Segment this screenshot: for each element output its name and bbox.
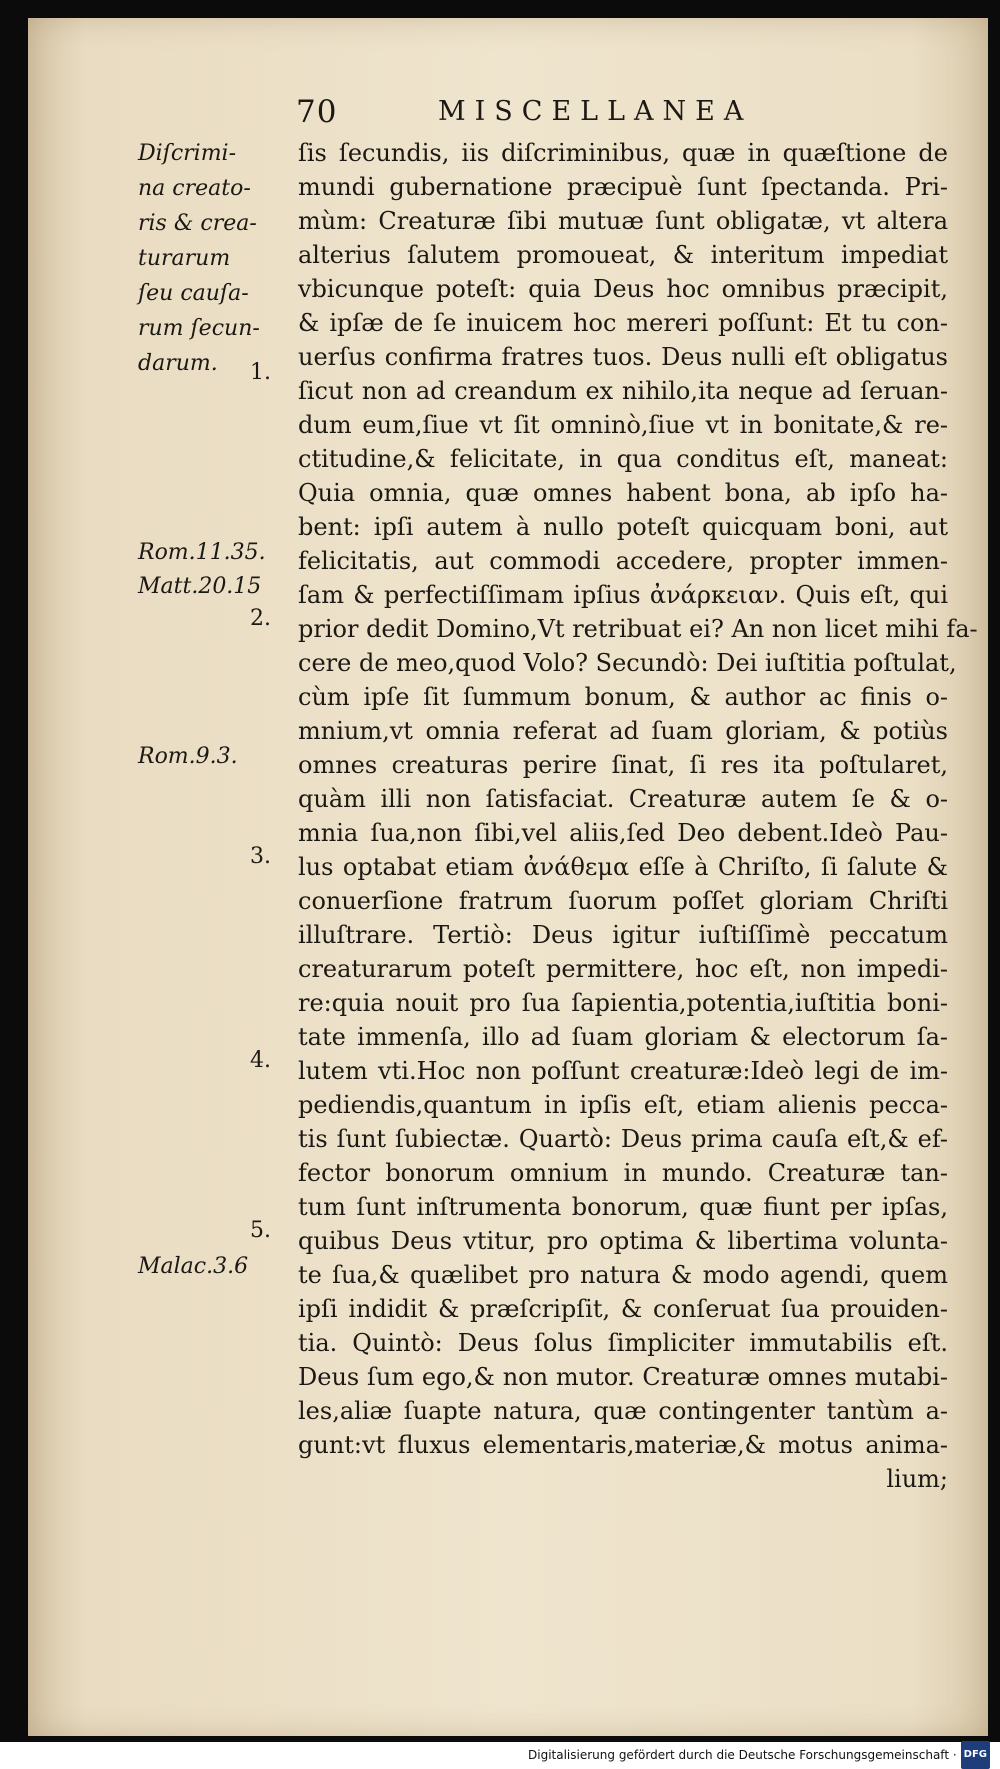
text-line: uerſus confirma fratres tuos. Deus nulli eſt obligatus — [298, 343, 948, 371]
text-line: vbicunque poteſt: quia Deus hoc omnibus præcipit, — [298, 275, 948, 303]
margin-number: 3. — [250, 844, 271, 869]
margin-reference: Matt.20.15 — [138, 574, 262, 599]
text-line: tate immenſa, illo ad ſuam gloriam & electorum ſa- — [298, 1023, 948, 1051]
margin-note-line: na creato- — [138, 176, 251, 201]
text-line: tia. Quintò: Deus ſolus ſimpliciter immutabilis eſt. — [298, 1329, 948, 1357]
text-line: te ſua,& quælibet pro natura & modo agendi, quem — [298, 1261, 948, 1289]
margin-note — [138, 136, 298, 381]
margin-reference: Rom.9.3. — [138, 744, 238, 769]
text-line: bent: ipſi autem à nullo poteſt quicquam boni, aut — [298, 513, 948, 541]
text-line: cere de meo,quod Volo? Secundò: Dei iuſtitia poſtulat, — [298, 649, 957, 677]
text-line: ctitudine,& felicitate, in qua conditus eſt, maneat: — [298, 445, 948, 473]
text-line: mùm: Creaturæ ſibi mutuæ ſunt obligatæ, vt altera — [298, 207, 948, 235]
margin-note-line: ſeu cauſa- — [138, 281, 249, 306]
text-line: gunt:vt fluxus elementaris,materiæ,& motus anima- — [298, 1431, 948, 1459]
text-line: fector bonorum omnium in mundo. Creaturæ tan- — [298, 1159, 948, 1187]
text-line: Quia omnia, quæ omnes habent bona, ab ipſo ha- — [298, 479, 948, 507]
text-line: tum ſunt inſtrumenta bonorum, quæ fiunt per ipſas, — [298, 1193, 948, 1221]
text-line: lutem vti.Hoc non poſſunt creaturæ:Ideò legi de im- — [298, 1057, 948, 1085]
margin-number: 1. — [250, 360, 271, 385]
text-line: conuerſione fratrum ſuorum poſſet gloriam Chriſti — [298, 887, 948, 915]
margin-note-line: darum. — [138, 351, 218, 376]
text-line: illuſtrare. Tertiò: Deus igitur iuſtiſſimè peccatum — [298, 921, 948, 949]
book-page — [28, 18, 988, 1736]
margin-number: 5. — [250, 1218, 271, 1243]
text-line: quibus Deus vtitur, pro optima & libertima volunta- — [298, 1227, 948, 1255]
margin-note-line: ris & crea- — [138, 211, 257, 236]
text-line: quàm illi non ſatisfaciat. Creaturæ autem ſe & o- — [298, 785, 948, 813]
text-line: ipſi indidit & præſcripſit, & conſeruat ſua prouiden- — [298, 1295, 948, 1323]
page-number: 70 — [296, 94, 338, 130]
margin-reference: Malac.3.6 — [138, 1254, 249, 1279]
text-line: ſam & perfectiſſimam ipſius ἀνάρκειαν. Quis eſt, qui — [298, 581, 948, 609]
text-line: prior dedit Domino,Vt retribuat ei? An non licet mihi fa- — [298, 615, 978, 643]
text-line: & ipſæ de ſe inuicem hoc mereri poſſunt: Et tu con- — [298, 309, 948, 337]
text-line: omnes creaturas perire ſinat, ſi res ita poſtularet, — [298, 751, 948, 779]
text-line: ſicut non ad creandum ex nihilo,ita neque ad ſeruan- — [298, 377, 948, 405]
text-line: tis ſunt ſubiectæ. Quartò: Deus prima cauſa eſt,& ef- — [298, 1125, 948, 1153]
text-line: felicitatis, aut commodi accedere, propter immen- — [298, 547, 948, 575]
margin-note-line: turarum — [138, 246, 231, 271]
text-line: dum eum,ſiue vt ſit omninò,ſiue vt in bonitate,& re- — [298, 411, 948, 439]
text-line: re:quia nouit pro ſua ſapientia,potentia,iuſtitia boni- — [298, 989, 948, 1017]
margin-number: 2. — [250, 606, 271, 631]
digitization-credit — [528, 1742, 990, 1768]
margin-reference: Rom.11.35. — [138, 540, 266, 565]
dfg-logo: DFG — [961, 1741, 990, 1769]
text-line: lium; — [886, 1465, 948, 1493]
text-line: mnium,vt omnia referat ad ſuam gloriam, & potiùs — [298, 717, 948, 745]
text-line: cùm ipſe ſit ſummum bonum, & author ac finis o- — [298, 683, 948, 711]
margin-note-line: Diſcrimi- — [138, 141, 237, 166]
text-line: mnia ſua,non ſibi,vel aliis,ſed Deo debent.Ideò Pau- — [298, 819, 948, 847]
margin-note-line: rum ſecun- — [138, 316, 260, 341]
text-line: alterius ſalutem promoueat, & interitum impediat — [298, 241, 948, 269]
margin-number: 4. — [250, 1048, 271, 1073]
running-title: MISCELLANEA — [438, 96, 753, 127]
text-line: creaturarum poteſt permittere, hoc eſt, non impedi- — [298, 955, 948, 983]
text-line: lus optabat etiam ἀνάθεμα eſſe à Chriſto, ſi ſalute & — [298, 853, 948, 881]
text-line: pediendis,quantum in ipſis eſt, etiam alienis pecca- — [298, 1091, 948, 1119]
text-line: ſis ſecundis, iis diſcriminibus, quæ in quæſtione de — [298, 139, 948, 167]
text-line: Deus ſum ego,& non mutor. Creaturæ omnes mutabi- — [298, 1363, 948, 1391]
page-header — [28, 94, 988, 134]
text-line: les,aliæ ſuapte natura, quæ contingenter tantùm a- — [298, 1397, 948, 1425]
credit-text: Digitalisierung gefördert durch die Deutsche Forschungsgemeinschaft · — [528, 1748, 957, 1762]
text-line: mundi gubernatione præcipuè ſunt ſpectanda. Pri- — [298, 173, 948, 201]
